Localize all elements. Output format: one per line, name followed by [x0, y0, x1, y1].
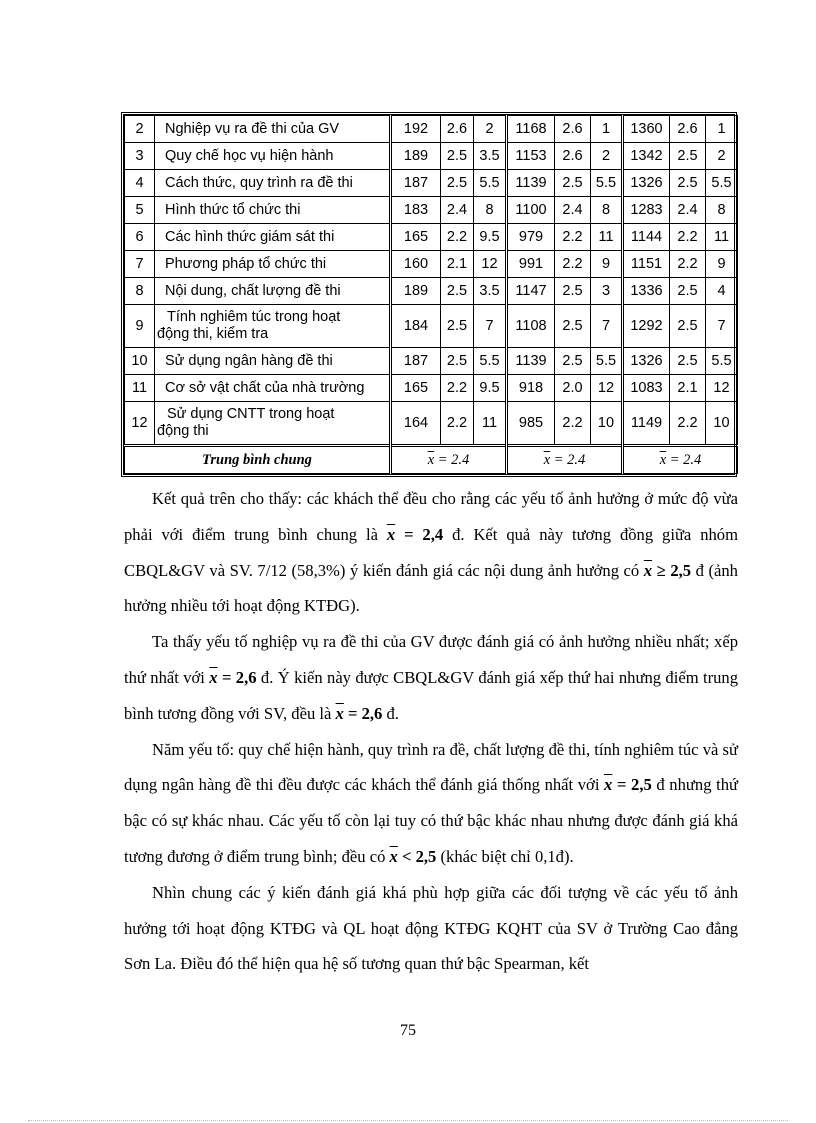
g2-mean-cell: 2.2	[555, 402, 591, 446]
p2-text-c: đ.	[382, 703, 399, 723]
factor-name-cell	[155, 402, 391, 446]
g2-rank-cell: 11	[591, 224, 623, 251]
g2-sum-cell: 1139	[507, 348, 555, 375]
g1-sum-cell: 183	[391, 197, 441, 224]
summary-label: Trung bình chung	[125, 446, 391, 474]
g1-mean-cell: 2.2	[441, 375, 474, 402]
p1-value-1: = 2,4	[395, 524, 444, 544]
g2-mean-cell: 2.6	[555, 116, 591, 143]
g1-sum-cell: 192	[391, 116, 441, 143]
results-table-frame	[121, 112, 737, 477]
results-table	[124, 115, 738, 474]
row-number-cell: 6	[125, 224, 155, 251]
g2-rank-cell: 8	[591, 197, 623, 224]
row-number-cell: 2	[125, 116, 155, 143]
factor-name-cell: Cách thức, quy trình ra đề thi	[155, 170, 391, 197]
g2-sum-cell: 1153	[507, 143, 555, 170]
p2-text-b: đ. Ý kiến này được CBQL&GV đánh giá xếp thứ hai nhưng điểm trung bình tương đồng với SV, đều là	[124, 667, 739, 723]
row-number-cell: 5	[125, 197, 155, 224]
p3-xbar-2: $\overline{x}$	[389, 846, 398, 866]
g1-sum-cell: 165	[391, 224, 441, 251]
p3-text-a: Năm yếu tố: quy chế hiện hành, quy trình ra đề, chất lượng đề thi, tính nghiêm túc và sử dụng ngân hàng đề thi đều được các khách thể đánh giá thống nhất với	[124, 739, 738, 795]
table-row	[125, 224, 738, 251]
g3-rank-cell: 5.5	[706, 170, 738, 197]
g1-rank-cell: 9.5	[474, 375, 507, 402]
factor-name-line-2: động thi, kiểm tra	[157, 326, 269, 342]
g2-overall-mean	[507, 446, 623, 474]
g1-mean-cell: 2.5	[441, 278, 474, 305]
p1-xbar-1: $\overline{x}$	[386, 524, 396, 544]
page-number: 75	[400, 1022, 416, 1039]
g3-sum-cell: 1151	[623, 251, 670, 278]
overall-mean-value: = 2.4	[550, 451, 586, 468]
g1-mean-cell: 2.2	[441, 224, 474, 251]
row-number-cell: 7	[125, 251, 155, 278]
factor-name-line-1: Tính nghiêm túc trong hoạt	[167, 309, 341, 325]
g3-rank-cell: 2	[706, 143, 738, 170]
factor-name-cell: Cơ sở vật chất của nhà trường	[155, 375, 391, 402]
overall-mean-value: = 2.4	[434, 451, 470, 468]
g1-sum-cell: 184	[391, 305, 441, 348]
p1-xbar-2: $\overline{x}$	[643, 560, 653, 580]
g2-mean-cell: 2.2	[555, 251, 591, 278]
p3-text-c: (khác biệt chỉ 0,1đ).	[436, 846, 574, 866]
g3-sum-cell: 1292	[623, 305, 670, 348]
p2-text-a: Ta thấy yếu tố nghiệp vụ ra đề thi của GV được đánh giá có ảnh hưởng nhiều nhất; xếp thứ nhất với	[124, 632, 738, 687]
p2-value-2: = 2,6	[343, 703, 383, 723]
table-body	[125, 116, 738, 474]
g1-sum-cell: 160	[391, 251, 441, 278]
g3-mean-cell: 2.6	[670, 116, 706, 143]
g2-mean-cell: 2.2	[555, 224, 591, 251]
g3-sum-cell: 1326	[623, 348, 670, 375]
table-row	[125, 143, 738, 170]
row-number-cell: 12	[125, 402, 155, 446]
g3-mean-cell: 2.5	[670, 348, 706, 375]
g2-sum-cell: 1168	[507, 116, 555, 143]
g1-rank-cell: 9.5	[474, 224, 507, 251]
g1-rank-cell: 12	[474, 251, 507, 278]
g2-rank-cell: 12	[591, 375, 623, 402]
table-row	[125, 278, 738, 305]
g2-rank-cell: 7	[591, 305, 623, 348]
g2-sum-cell: 1108	[507, 305, 555, 348]
g2-mean-cell: 2.5	[555, 305, 591, 348]
table-row	[125, 348, 738, 375]
g1-rank-cell: 8	[474, 197, 507, 224]
g1-rank-cell: 3.5	[474, 278, 507, 305]
g3-mean-cell: 2.1	[670, 375, 706, 402]
table-row	[125, 170, 738, 197]
g1-mean-cell: 2.1	[441, 251, 474, 278]
paragraph-2	[124, 624, 738, 731]
paragraph-1	[124, 481, 738, 624]
g1-overall-mean	[391, 446, 507, 474]
g1-sum-cell: 189	[391, 278, 441, 305]
g1-mean-cell: 2.6	[441, 116, 474, 143]
g3-sum-cell: 1360	[623, 116, 670, 143]
xbar-symbol: $\overline{x}$	[427, 451, 435, 468]
g1-rank-cell: 5.5	[474, 348, 507, 375]
overall-mean-value: = 2.4	[666, 451, 702, 468]
p2-value-1: = 2,6	[217, 667, 257, 687]
g3-mean-cell: 2.5	[670, 278, 706, 305]
g3-sum-cell: 1149	[623, 402, 670, 446]
g2-rank-cell: 3	[591, 278, 623, 305]
g3-sum-cell: 1083	[623, 375, 670, 402]
g1-mean-cell: 2.5	[441, 348, 474, 375]
p3-value-1: = 2,5	[612, 775, 652, 795]
table-row	[125, 375, 738, 402]
factor-name-cell: Phương pháp tổ chức thi	[155, 251, 391, 278]
g1-rank-cell: 5.5	[474, 170, 507, 197]
row-number-cell: 8	[125, 278, 155, 305]
g2-sum-cell: 1139	[507, 170, 555, 197]
row-number-cell: 10	[125, 348, 155, 375]
g2-sum-cell: 985	[507, 402, 555, 446]
g3-rank-cell: 11	[706, 224, 738, 251]
g3-rank-cell: 8	[706, 197, 738, 224]
factor-name-cell: Hình thức tổ chức thi	[155, 197, 391, 224]
table-row	[125, 402, 738, 446]
g1-mean-cell: 2.2	[441, 402, 474, 446]
p3-xbar-1: $\overline{x}$	[604, 775, 613, 795]
p1-text-c: đ (ảnh hưởng nhiều tới hoạt động KTĐG).	[124, 560, 738, 616]
g1-rank-cell: 3.5	[474, 143, 507, 170]
xbar-symbol: $\overline{x}$	[543, 451, 551, 468]
g1-mean-cell: 2.5	[441, 305, 474, 348]
g3-sum-cell: 1326	[623, 170, 670, 197]
factor-name-cell: Nghiệp vụ ra đề thi của GV	[155, 116, 391, 143]
xbar-symbol: $\overline{x}$	[659, 451, 667, 468]
g3-rank-cell: 10	[706, 402, 738, 446]
g3-rank-cell: 9	[706, 251, 738, 278]
g2-mean-cell: 2.5	[555, 348, 591, 375]
g3-rank-cell: 4	[706, 278, 738, 305]
g1-mean-cell: 2.5	[441, 170, 474, 197]
row-number-cell: 4	[125, 170, 155, 197]
summary-row	[125, 446, 738, 474]
g1-mean-cell: 2.5	[441, 143, 474, 170]
g2-sum-cell: 1100	[507, 197, 555, 224]
g3-mean-cell: 2.4	[670, 197, 706, 224]
g3-sum-cell: 1144	[623, 224, 670, 251]
g3-rank-cell: 5.5	[706, 348, 738, 375]
g3-mean-cell: 2.5	[670, 305, 706, 348]
g2-rank-cell: 10	[591, 402, 623, 446]
g3-rank-cell: 12	[706, 375, 738, 402]
g2-mean-cell: 2.4	[555, 197, 591, 224]
table-row	[125, 305, 738, 348]
g1-sum-cell: 165	[391, 375, 441, 402]
factor-name-line-2: động thi	[157, 423, 209, 439]
table-row	[125, 197, 738, 224]
g3-mean-cell: 2.5	[670, 143, 706, 170]
g2-sum-cell: 991	[507, 251, 555, 278]
g3-rank-cell: 1	[706, 116, 738, 143]
g2-mean-cell: 2.5	[555, 170, 591, 197]
factor-name-cell: Quy chế học vụ hiện hành	[155, 143, 391, 170]
g3-sum-cell: 1342	[623, 143, 670, 170]
p3-text-b: đ nhưng thứ bậc có sự khác nhau. Các yếu tố còn lại tuy có thứ bậc khác nhau nhưng được đánh giá khá tương đương ở điểm trung bình; đều có	[124, 775, 739, 866]
paragraph-3	[124, 732, 738, 875]
table-row	[125, 251, 738, 278]
p2-xbar-1: $\overline{x}$	[209, 667, 218, 687]
g3-mean-cell: 2.2	[670, 402, 706, 446]
page-bottom-rule	[28, 1120, 788, 1121]
p1-text-b: đ. Kết quả này tương đồng giữa nhóm CBQL&GV và SV. 7/12 (58,3%) ý kiến đánh giá các nội dung ảnh hưởng có	[124, 524, 739, 580]
g3-mean-cell: 2.5	[670, 170, 706, 197]
g2-mean-cell: 2.0	[555, 375, 591, 402]
g2-sum-cell: 979	[507, 224, 555, 251]
g3-mean-cell: 2.2	[670, 224, 706, 251]
g3-overall-mean	[623, 446, 738, 474]
g2-mean-cell: 2.5	[555, 278, 591, 305]
body-text	[124, 481, 738, 982]
g3-rank-cell: 7	[706, 305, 738, 348]
g3-mean-cell: 2.2	[670, 251, 706, 278]
g2-mean-cell: 2.6	[555, 143, 591, 170]
g2-rank-cell: 1	[591, 116, 623, 143]
g1-sum-cell: 164	[391, 402, 441, 446]
factor-name-cell	[155, 305, 391, 348]
table-row	[125, 116, 738, 143]
g1-sum-cell: 187	[391, 348, 441, 375]
g1-sum-cell: 189	[391, 143, 441, 170]
g2-rank-cell: 2	[591, 143, 623, 170]
g2-rank-cell: 5.5	[591, 348, 623, 375]
row-number-cell: 3	[125, 143, 155, 170]
factor-name-cell: Các hình thức giám sát thi	[155, 224, 391, 251]
g2-rank-cell: 9	[591, 251, 623, 278]
factor-name-line-1: Sử dụng CNTT trong hoạt	[167, 406, 335, 422]
g2-rank-cell: 5.5	[591, 170, 623, 197]
g1-rank-cell: 2	[474, 116, 507, 143]
g1-rank-cell: 11	[474, 402, 507, 446]
g2-sum-cell: 918	[507, 375, 555, 402]
p1-value-2: ≥ 2,5	[652, 560, 692, 580]
g3-sum-cell: 1336	[623, 278, 670, 305]
factor-name-cell: Sử dụng ngân hàng đề thi	[155, 348, 391, 375]
g1-sum-cell: 187	[391, 170, 441, 197]
g3-sum-cell: 1283	[623, 197, 670, 224]
row-number-cell: 9	[125, 305, 155, 348]
g2-sum-cell: 1147	[507, 278, 555, 305]
p2-xbar-2: $\overline{x}$	[335, 703, 344, 723]
paragraph-4: Nhìn chung các ý kiến đánh giá khá phù hợp giữa các đối tượng về các yếu tố ảnh hưởng tới hoạt động KTĐG và QL hoạt động KTĐG KQHT của SV ở Trường Cao đẳng Sơn La. Điều đó thể hiện qua hệ số tương quan thứ bậc Spearman, kết	[124, 882, 738, 974]
p1-text-a: Kết quả trên cho thấy: các khách thể đều cho rằng các yếu tố ảnh hưởng ở mức độ vừa phải với điểm trung bình chung là	[124, 489, 738, 544]
factor-name-cell: Nội dung, chất lượng đề thi	[155, 278, 391, 305]
row-number-cell: 11	[125, 375, 155, 402]
g1-mean-cell: 2.4	[441, 197, 474, 224]
g1-rank-cell: 7	[474, 305, 507, 348]
p3-value-2: < 2,5	[397, 846, 437, 866]
